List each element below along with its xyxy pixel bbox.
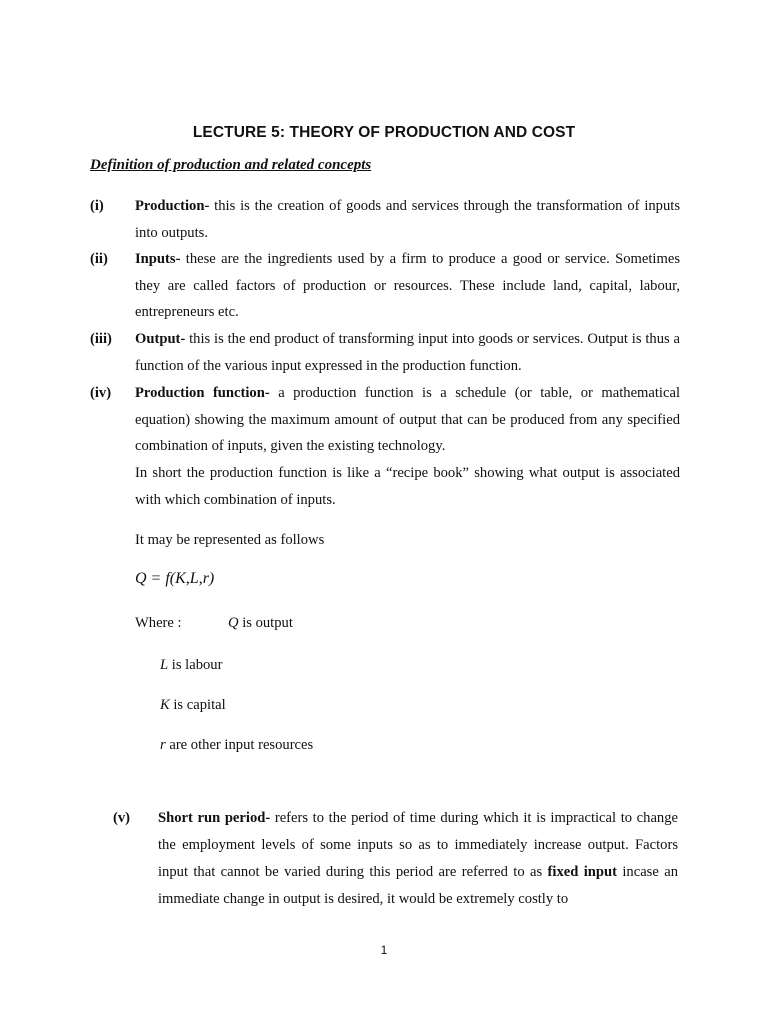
item-number: (ii) — [90, 251, 108, 267]
item-number: (iv) — [90, 385, 112, 401]
production-function-formula: Q = f(K,L,r) — [135, 570, 215, 587]
definition-q — [228, 615, 293, 632]
item-text-continued: incase an immediate change in output is desired, it would be extremely costly to — [158, 864, 678, 907]
variable-meaning: is labour — [168, 657, 223, 673]
item-term: Production- — [135, 198, 210, 214]
section-heading: Definition of production and related concepts — [90, 157, 372, 173]
definition-r — [160, 737, 313, 754]
page-title: LECTURE 5: THEORY OF PRODUCTION AND COST — [192, 124, 576, 141]
item-term: Output- — [135, 331, 186, 347]
item-text: this is the creation of goods and services through the transformation of inputs into outputs. — [135, 198, 680, 241]
fixed-input-term: fixed input — [547, 864, 617, 880]
item-number: (i) — [90, 198, 104, 214]
variable-symbol: K — [160, 697, 170, 713]
variable-meaning: is capital — [169, 697, 226, 713]
item-text: refers to the period of time during which it is impractical to change the employment levels of some inputs so as to immediately increase output. Factors input that cannot be varied during this period are referred to as — [158, 810, 678, 880]
item-number: (v) — [113, 810, 131, 826]
list-item-inputs — [90, 246, 680, 326]
variable-symbol: r — [160, 737, 166, 753]
list-item-output — [90, 326, 680, 379]
where-line — [135, 615, 293, 632]
list-item-production — [90, 193, 680, 246]
represented-text: It may be represented as follows — [135, 532, 325, 548]
item-term: Inputs- — [135, 251, 181, 267]
item-text: a production function is a schedule (or table, or mathematical equation) showing the maximum amount of output that can be produced from any specified combination of inputs, given the existing technology. — [135, 385, 680, 455]
item-text: these are the ingredients used by a firm to produce a good or service. Sometimes they are called factors of production or resources. These include land, capital, labour, entrepreneurs etc. — [135, 251, 680, 321]
item-text: this is the end product of transforming input into goods or services. Output is thus a function of the various input expressed in the production function. — [135, 331, 680, 374]
variable-symbol: L — [160, 657, 169, 673]
variable-symbol: Q — [228, 615, 239, 631]
where-label: Where : — [135, 615, 182, 631]
variable-meaning: is output — [238, 615, 293, 631]
list-item-short-run — [113, 805, 678, 913]
list-item-production-function — [90, 380, 680, 460]
production-function-note: In short the production function is like a “recipe book” showing what output is associated with which combination of inputs. — [135, 465, 680, 508]
definition-k — [160, 697, 226, 714]
item-term: Production function- — [135, 385, 270, 401]
item-number: (iii) — [90, 331, 112, 347]
variable-meaning: are other input resources — [165, 737, 314, 753]
page-number: 1 — [380, 943, 388, 957]
definition-l — [160, 657, 222, 674]
item-term: Short run period- — [158, 810, 271, 826]
